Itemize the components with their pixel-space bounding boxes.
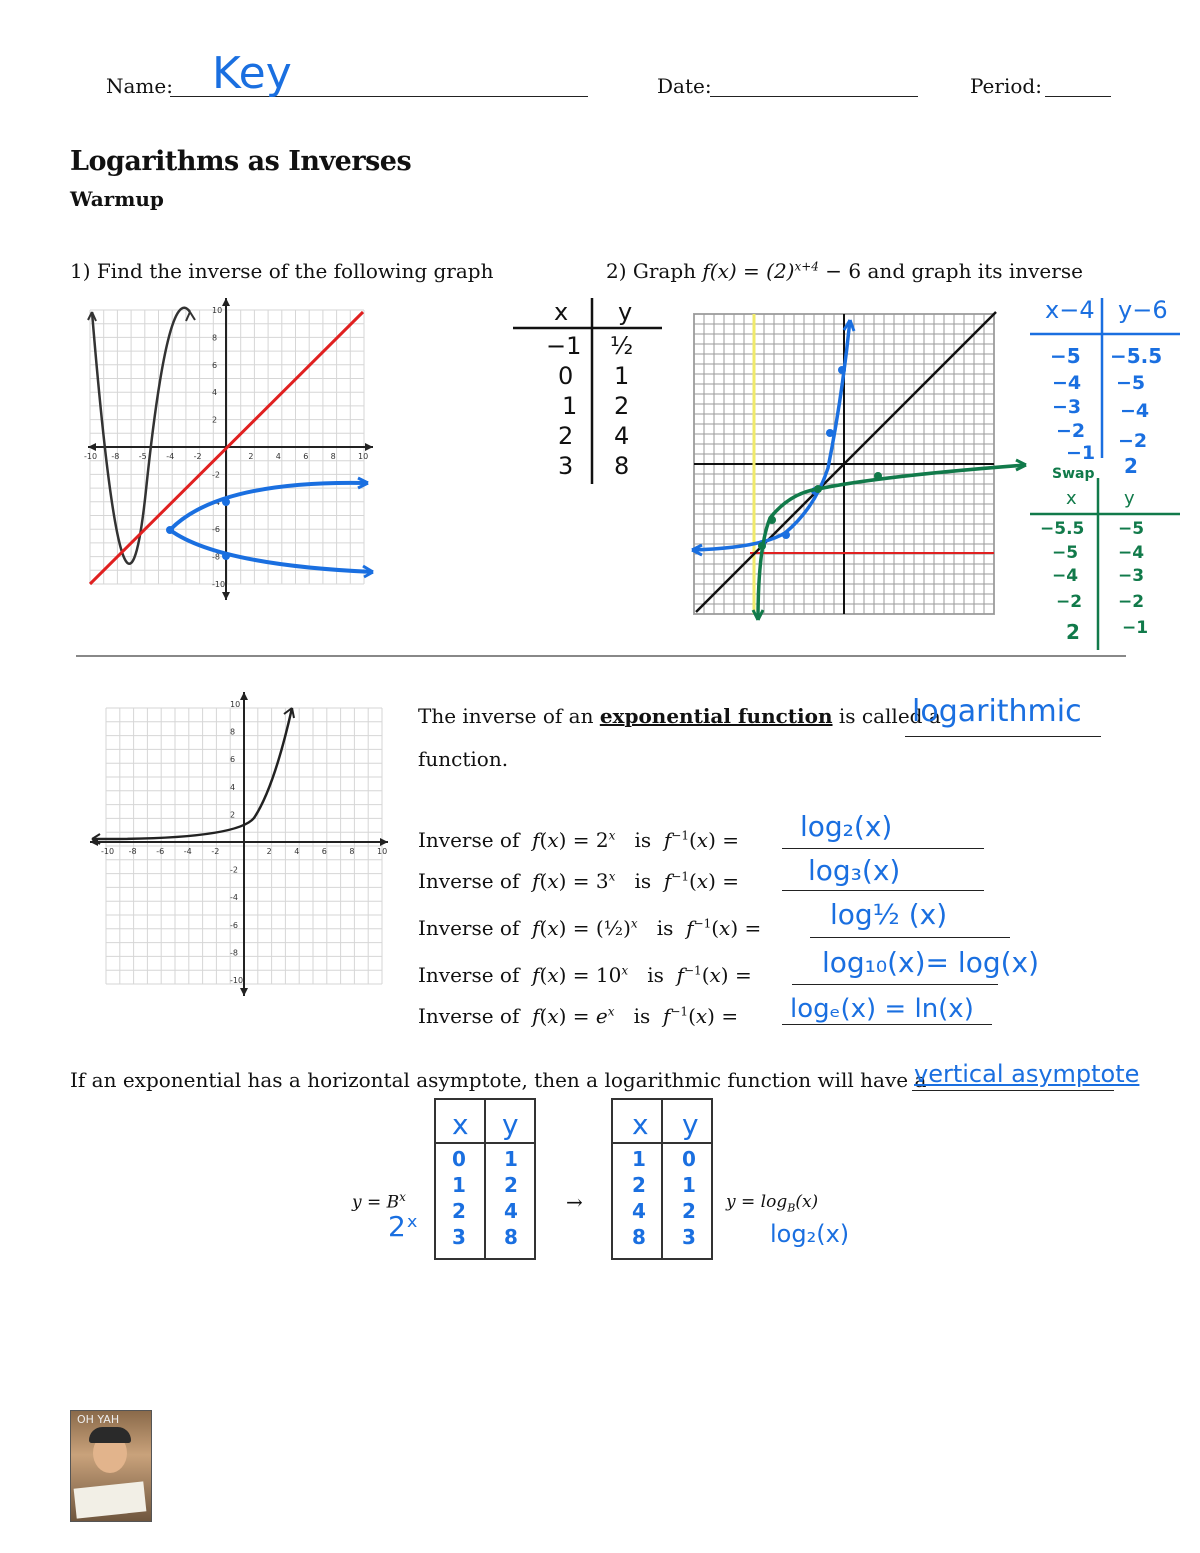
graph-1-y-tick: -2 xyxy=(212,470,220,480)
shift-cell: −4 xyxy=(1052,372,1082,394)
transform-arrow: → xyxy=(566,1190,583,1214)
shift-cell: −4 xyxy=(1120,400,1150,422)
graph-1-x-tick: 2 xyxy=(248,452,254,461)
graph-1-y-tick: 10 xyxy=(212,306,223,315)
period-line xyxy=(1045,96,1111,97)
graph-3-x-tick: -4 xyxy=(183,847,192,856)
graph-3-y-tick: -6 xyxy=(230,920,238,930)
definition-answer-line xyxy=(905,736,1101,737)
graph-1-x-tick: -10 xyxy=(84,452,98,461)
inverse-row-2: Inverse of $f(x) = 3^x$ is $f^{-1}(x)$ = xyxy=(418,869,739,893)
graph-1-x-tick: -8 xyxy=(111,452,120,461)
period-label: Period: xyxy=(970,74,1042,98)
swap-cell: −4 xyxy=(1052,566,1079,586)
graph-3-x-tick: 6 xyxy=(321,847,327,856)
name-label: Name: xyxy=(106,74,173,98)
definition-sentence: The inverse of an exponential function is called a xyxy=(418,704,941,728)
graph-1-x-tick: -4 xyxy=(166,452,175,461)
swap-label: Swap xyxy=(1052,466,1095,482)
graph-3-x-tick: 10 xyxy=(377,847,388,856)
inverse-5-line xyxy=(782,1024,992,1025)
graph-1-y-tick: 4 xyxy=(212,388,218,398)
graph-3-x-tick: -6 xyxy=(156,847,165,856)
graph-3-x-tick: 4 xyxy=(294,847,300,856)
graph-1-inverse-curve xyxy=(170,483,373,572)
exponential-table xyxy=(434,1098,536,1260)
logarithm-equation: $y = \log_B(x)$ xyxy=(726,1192,819,1215)
shift-cell: −1 xyxy=(1066,442,1096,464)
graph-3-y-tick: 10 xyxy=(230,700,241,709)
definition-continuation: function. xyxy=(418,747,509,771)
log-table-col-x: 1 2 4 8 xyxy=(632,1147,646,1249)
graph-3-x-tick: -10 xyxy=(101,847,115,856)
asymptote-statement: If an exponential has a horizontal asymptote, then a logarithmic function will have a xyxy=(70,1068,927,1092)
asymptote-answer: vertical asymptote xyxy=(914,1060,1140,1088)
graph-3-x-tick: 2 xyxy=(266,847,272,856)
page-subtitle: Warmup xyxy=(70,187,164,211)
graph-1-y-tick: -10 xyxy=(212,580,226,589)
graph-3-x-tick: -8 xyxy=(128,847,137,856)
exponential-equation-answer: 2ˣ xyxy=(388,1210,419,1243)
name-value: Key xyxy=(212,48,292,99)
graph-2 xyxy=(690,308,1035,628)
logarithm-equation-answer: log₂(x) xyxy=(770,1220,850,1248)
exp-table-header-x: x xyxy=(452,1108,469,1141)
date-label: Date: xyxy=(657,74,712,98)
shift-cell: −2 xyxy=(1056,420,1086,442)
graph-3-exponential-curve xyxy=(92,708,292,839)
graph-1-x-tick: 4 xyxy=(275,452,281,461)
graph-1-y-tick: -4 xyxy=(212,497,220,507)
swap-cell: −3 xyxy=(1118,566,1145,586)
exp-table-col-x: 0 1 2 3 xyxy=(452,1147,466,1249)
graph-1-x-tick: -5 xyxy=(138,452,147,461)
shift-cell: −3 xyxy=(1052,396,1082,418)
inverse-1-answer: log₂(x) xyxy=(800,810,893,843)
graph-3-y-tick: -8 xyxy=(230,948,238,958)
date-line xyxy=(710,96,918,97)
definition-answer: logarithmic xyxy=(912,694,1082,729)
log-table-header-y: y xyxy=(682,1108,699,1141)
log-table-header-x: x xyxy=(632,1108,649,1141)
swap-cell: −4 xyxy=(1118,543,1145,563)
problem-2-table xyxy=(510,298,670,488)
inverse-3-answer: log½ (x) xyxy=(830,898,948,931)
graph-1-y-tick: -6 xyxy=(212,525,220,535)
page-title: Logarithms as Inverses xyxy=(70,146,412,177)
graph-3-y-tick: -10 xyxy=(230,976,244,985)
inverse-row-4: Inverse of $f(x) = 10^x$ is $f^{-1}(x)$ = xyxy=(418,963,752,987)
inverse-row-1: Inverse of $f(x) = 2^x$ is $f^{-1}(x)$ = xyxy=(418,828,739,852)
graph-3-y-tick: 2 xyxy=(230,810,236,820)
inverse-4-line xyxy=(792,984,998,985)
swap-cell: −1 xyxy=(1122,618,1149,638)
student-photo: OH YAH xyxy=(70,1410,152,1522)
inverse-row-5: Inverse of $f(x) = e^x$ is $f^{-1}(x)$ = xyxy=(418,1004,739,1028)
graph-1-x-tick: -2 xyxy=(193,452,202,461)
swap-cell: 2 xyxy=(1066,620,1080,644)
graph-3-y-tick: -4 xyxy=(230,893,238,903)
inverse-2-answer: log₃(x) xyxy=(808,854,901,887)
graph-3 xyxy=(86,688,396,1000)
graph-1-y-tick: 6 xyxy=(212,360,218,370)
inverse-5-answer: logₑ(x) = ln(x) xyxy=(790,994,974,1024)
section-divider xyxy=(76,655,1126,657)
log-table-col-y: 0 1 2 3 xyxy=(682,1147,696,1249)
inverse-1-line xyxy=(782,848,984,849)
shift-cell: −2 xyxy=(1118,430,1148,452)
inverse-row-3: Inverse of f(x) = (½)$^x$ is $f^{-1}(x)$ = xyxy=(418,916,762,940)
shift-cell: −5 xyxy=(1050,344,1081,368)
swap-cell: −5.5 xyxy=(1040,519,1085,539)
inverse-3-line xyxy=(810,937,1010,938)
graph-3-y-tick: 4 xyxy=(230,782,236,792)
graph-1-x-tick: 8 xyxy=(330,452,336,461)
graph-1 xyxy=(68,290,388,610)
shift-cell: 2 xyxy=(1124,454,1138,478)
graph-1-y-tick: 8 xyxy=(212,333,218,343)
swap-cell: −2 xyxy=(1118,592,1145,612)
swap-header-y: y xyxy=(1124,488,1135,509)
asymptote-answer-line xyxy=(912,1090,1114,1091)
graph-1-y-tick: -8 xyxy=(212,552,220,562)
graph-1-x-tick: 10 xyxy=(358,452,369,461)
exponential-equation: $y = B^x$ xyxy=(352,1190,406,1213)
graph-3-y-tick: 8 xyxy=(230,727,236,737)
shift-header-y: y−6 xyxy=(1118,296,1168,324)
graph-3-y-tick: 6 xyxy=(230,755,236,765)
shift-cell: −5 xyxy=(1116,372,1146,394)
problem-2-text: 2) Graph $f(x) = (2)^{x+4} - 6$ and graph its inverse xyxy=(606,259,1083,283)
graph-1-x-tick: 6 xyxy=(303,452,309,461)
inverse-2-line xyxy=(782,890,984,891)
graph-1-y-tick: 2 xyxy=(212,415,218,425)
exp-table-header-y: y xyxy=(502,1108,519,1141)
graph-3-x-tick: 8 xyxy=(349,847,355,856)
graph-2-logarithm-curve xyxy=(758,465,1026,620)
graph-3-y-tick: -2 xyxy=(230,865,238,875)
problem-1-text: 1) Find the inverse of the following graph xyxy=(70,259,494,283)
inverse-4-answer: log₁₀(x)= log(x) xyxy=(822,946,1040,979)
shift-header-x: x−4 xyxy=(1045,296,1095,324)
swap-cell: −5 xyxy=(1052,543,1079,563)
graph-3-x-tick: -2 xyxy=(211,847,220,856)
shift-cell: −5.5 xyxy=(1110,344,1163,368)
exp-table-col-y: 1 2 4 8 xyxy=(504,1147,518,1249)
swap-header-x: x xyxy=(1066,488,1077,509)
swap-cell: −2 xyxy=(1056,592,1083,612)
swap-cell: −5 xyxy=(1118,519,1145,539)
